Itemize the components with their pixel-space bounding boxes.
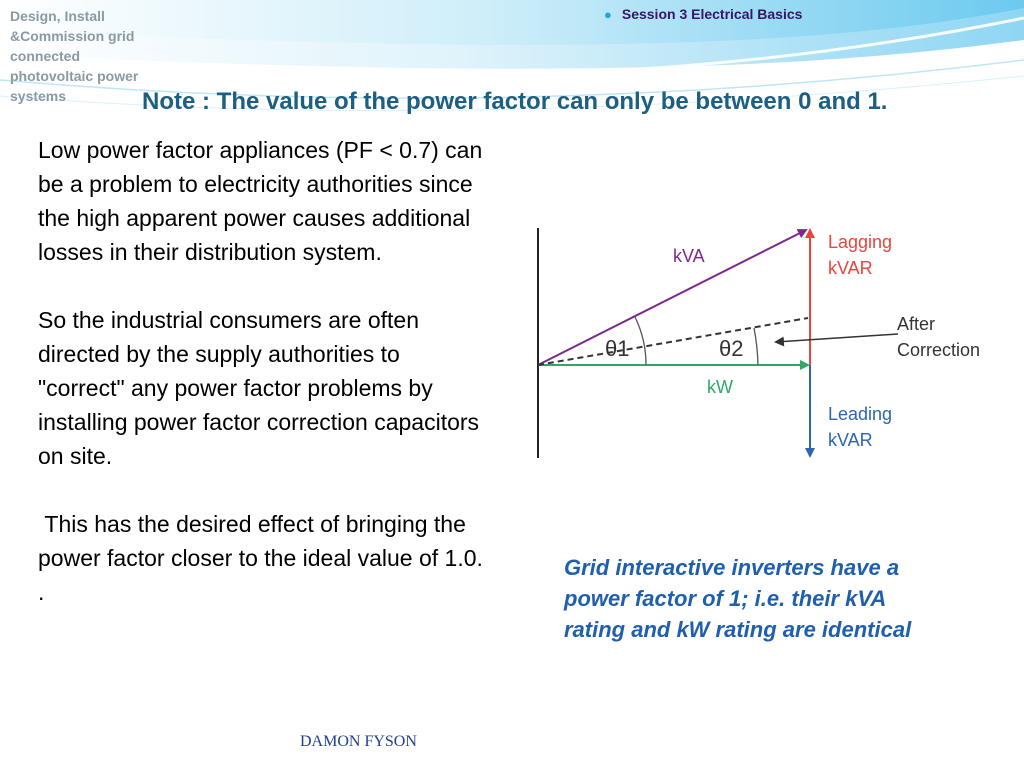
inverter-callout: Grid interactive inverters have a power factor of 1; i.e. their kVA rating and kW rating are identical: [564, 555, 912, 642]
leading-line2: kVAR: [828, 430, 873, 450]
lagging-label: [828, 232, 897, 278]
trailing-period: .: [38, 579, 45, 605]
after-correction-vector: [538, 318, 808, 365]
kva-vector: [538, 230, 806, 365]
theta2-arc: [754, 328, 758, 365]
kva-label: kVA: [673, 246, 705, 266]
kw-label: kW: [707, 377, 733, 397]
paragraph-industrial-consumers: So the industrial consumers are often directed by the supply authorities to "correct" any power factor problems by installing power factor correction capacitors on site.: [38, 307, 480, 469]
theta1-arc: [635, 317, 646, 365]
session-title: Session 3 Electrical Basics: [621, 6, 803, 22]
course-title: Design, Install &Commission grid connected photovoltaic power systems: [10, 8, 139, 104]
theta1-label: θ1: [605, 336, 630, 361]
slide-title-note: Note : The value of the power factor can only be between 0 and 1.: [142, 88, 888, 115]
leading-line1: Leading: [828, 404, 893, 424]
after-line1: After: [897, 314, 936, 334]
bullet-icon: ●: [604, 7, 612, 22]
after-line2: Correction: [897, 340, 981, 360]
paragraph-low-power-factor: Low power factor appliances (PF < 0.7) can be a problem to electricity authorities since the high apparent power causes additional losses in their distribution system.: [38, 137, 483, 265]
body-text: [38, 133, 488, 609]
paragraph-desired-effect: This has the desired effect of bringing the power factor closer to the ideal value of 1.0.: [38, 511, 483, 571]
footer-author: DAMON FYSON: [300, 733, 417, 750]
leading-label: [828, 404, 897, 450]
session-label: [604, 6, 802, 22]
after-correction-pointer: [776, 334, 898, 342]
power-triangle-diagram: [508, 210, 1024, 500]
lagging-line2: kVAR: [828, 258, 873, 278]
lagging-line1: Lagging: [828, 232, 893, 252]
after-correction-label: [897, 314, 980, 360]
theta2-label: θ2: [719, 336, 744, 361]
